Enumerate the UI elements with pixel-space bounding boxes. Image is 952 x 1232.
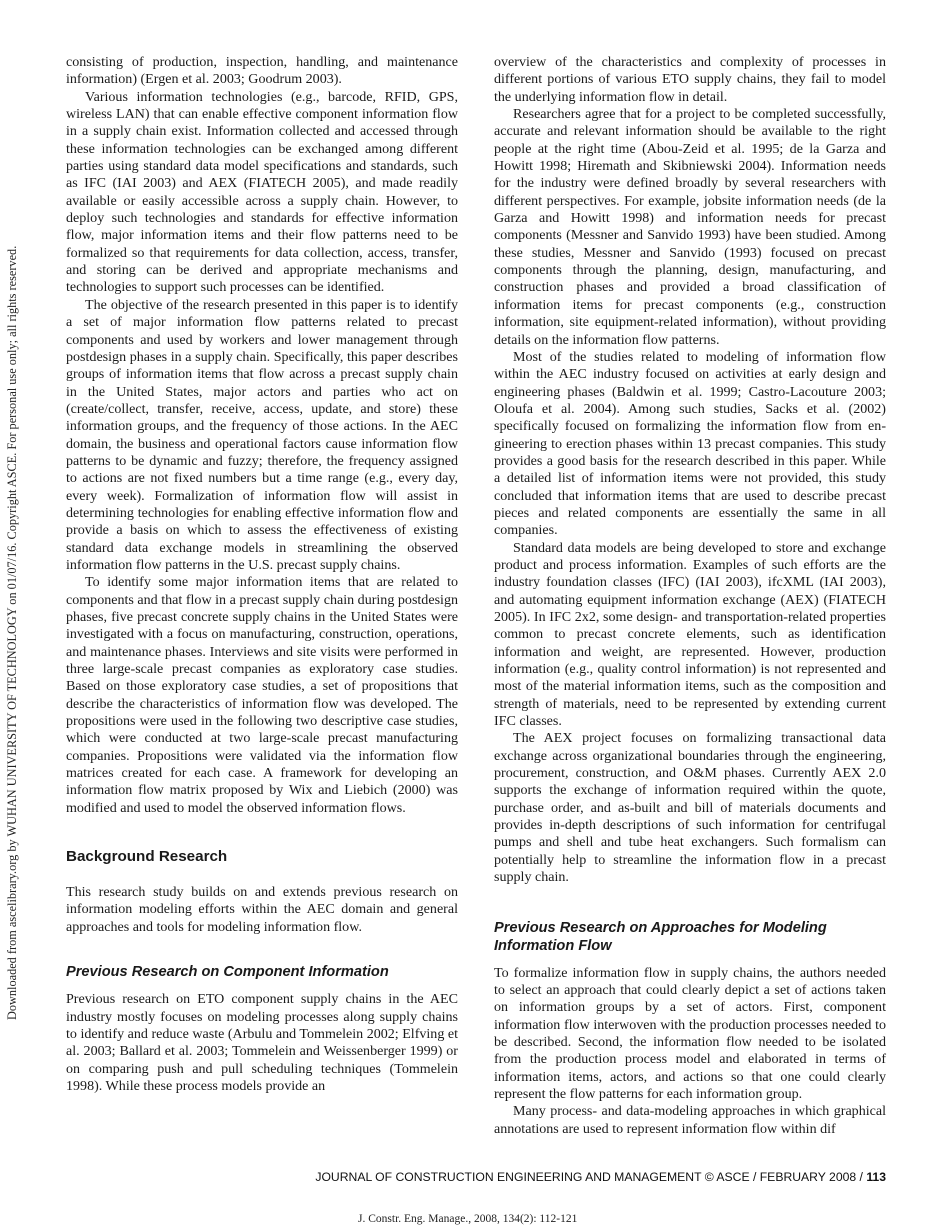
paragraph: Most of the studies related to modeling of information flow within the AEC industry focused on activities at early design and engineering phases (Baldwin et al. 1999; Castro-Lacouture 2003; Oloufa et al. 2004). Among such studies, Sacks et al. (2002) specifically focused on formalizing the information flow from engineering to erection phases within 13 precast companies. This study provides a good basis for the research described in this paper. While a detailed list of information items were not provided, this study concluded that information items that are used to describe precast pieces and related components are essentially the same in all companies. <box>494 348 886 539</box>
download-notice <box>4 30 20 1020</box>
citation-line: J. Constr. Eng. Manage., 2008, 134(2): 112-121 <box>358 1213 578 1225</box>
paragraph: Previous research on ETO component supply chains in the AEC industry mostly focuses on modeling processes along supply chains to identify and reduce waste (Arbulu and Tommelein 2002; Elfving et al. 2003; Ballard et al. 2003; Tommelein and Weissenberger 1999) or on comparing push and pull scheduling techniques (Tommelein 1998). While these process models provide an <box>66 991 458 1094</box>
subsection-heading-component-information: Previous Research on Component Information <box>66 964 389 981</box>
section-heading-background-research: Background Research <box>66 848 228 866</box>
page-number: 113 <box>866 1170 886 1184</box>
paragraph: Many process- and data-modeling approaches in which graphical annotations are used to represent information flow within dif <box>494 1103 886 1137</box>
paragraph: consisting of production, inspection, handling, and maintenance information) (Ergen et al. 2003; Goodrum 2003). <box>66 54 458 88</box>
paragraph: The objective of the research presented in this paper is to identify a set of major information flow patterns related to precast components and used by workers and lower management through postdesign phases in a supply chain. Specifically, this paper describes groups of information items that flow across a precast supply chain in the United States, major actors and parties who act on (create/collect, transfer, receive, access, update, and store) these information groups, and the frequency of those actions. In the AEC domain, the business and operational factors cause information flow patterns to be dynamic and fuzzy; therefore, the frequency assigned to actions are not fixed numbers but a time range (e.g., every day, every week). Formalization of information flow will assist in determining technologies for enabling effective information flow and provide a basis on which to assess the effectiveness of existing standard data exchange models in streamlining the observed information flow patterns in the U.S. precast supply chains. <box>66 296 458 573</box>
paragraph: overview of the characteristics and complexity of processes in different portions of various ETO supply chains, they fail to model the underlying information flow in detail. <box>494 54 886 105</box>
paragraph: The AEX project focuses on formalizing transactional data exchange across organizational boundaries through the engineering, procurement, construction, and O&M phases. Currently AEX 2.0 supports the exchange of information required within the quote, purchase order, and as-built and bill of materials documents and provides in-depth descriptions of such information for centrifugal pumps and shell and tube heat exchangers. Such formalism can potentially help to streamline the information flow in a precast supply chain. <box>494 730 886 886</box>
paragraph: To identify some major information items that are related to components and that flow in a precast supply chain during postdesign phases, five precast concrete supply chains in the United States were investigated with a focus on manufacturing, construction, operations, and maintenance phases. Interviews and site visits were performed in three large-scale precast companies as exploratory case studies. Based on those exploratory case studies, a set of propositions that describe the characteristics of information flow was developed. The propositions were used in the following two descriptive case studies, which were conducted at two large-scale precast manufacturing companies. Propositions were validated via the information flow matrices created for each case. A framework for developing an information flow matrix proposed by Wix and Liebich (2000) was modified and used to model the observed information flows. <box>66 574 458 816</box>
left-column <box>66 54 458 1095</box>
paragraph: Standard data models are being developed to store and exchange product and process information. Examples of such efforts are the industry foundation classes (IFC) (IAI 2003), ifcXML (IAI 2003), and automating equipment information exchange (AEX) (FIATECH 2005). In IFC 2x2, some design- and transportation-related properties common to precast concrete elements, such as identification information and weight, are represented. However, production information (e.g., quality control information) is not represented and most of the material information items, such as the composition and strength of materials, need to be represented by extending current IFC classes. <box>494 539 886 730</box>
right-column <box>494 54 886 1138</box>
paragraph: To formalize information flow in supply chains, the authors needed to select an approach that could clearly depict a set of actions taken on information groups by a set of actors. First, component information flow interwoven with the production processes needed to be described. Second, the information flow needed to be isolated from the production process model and elaborated in terms of information items, actors, and actions so that one could clearly represent the flow patterns for each information group. <box>494 964 886 1102</box>
paragraph: This research study builds on and extends previous research on information modeling efforts within the AEC domain and general approaches and tools for modeling information flow. <box>66 884 458 935</box>
journal-footer-text: JOURNAL OF CONSTRUCTION ENGINEERING AND MANAGEMENT © ASCE / FEBRUARY 2008 / <box>315 1170 867 1184</box>
download-notice-text: Downloaded from ascelibrary.org by WUHAN UNIVERSITY OF TECHNOLOGY on 01/07/16. Copyright ASCE. For personal use only; all rights reserved. <box>5 245 19 1020</box>
subsection-heading-modeling-approaches: Previous Research on Approaches for Modeling Information Flow <box>494 919 827 954</box>
paragraph: Various information technologies (e.g., barcode, RFID, GPS, wireless LAN) that can enable effective component information flow in a supply chain exist. Information collected and accessed through these information technologies can be exchanged among different parties using standard data model specifications and standards, such as IFC (IAI 2003) and AEX (FIATECH 2005), and made readily available or easily accessible across a supply chain. However, to deploy such technologies and standards for effective information flow, major information items and their flow patterns need to be formalized so that requirements for data collection, access, transfer, and storing can be derived and appropriate mechanisms and technologies to support such processes can be identified. <box>66 88 458 296</box>
journal-footer <box>298 1170 886 1184</box>
paragraph: Researchers agree that for a project to be completed successfully, accurate and relevant information should be available to the right people at the right time (Abou-Zeid et al. 1995; de la Garza and Howitt 1998; Hiremath and Skibniewski 2004). Information needs for the industry were defined broadly by several researchers with different perspectives. For example, jobsite information needs (de la Garza and Howitt 1998) and information needs for precast components (Messner and Sanvido 1993) have been studied. Among these studies, Messner and Sanvido (1993) focused on precast components through the planning, design, manufacturing, and construction phases and provided a broad classification of information items for precast components (e.g., construction information, site equipment-related information), without providing details on the information flow patterns. <box>494 106 886 348</box>
